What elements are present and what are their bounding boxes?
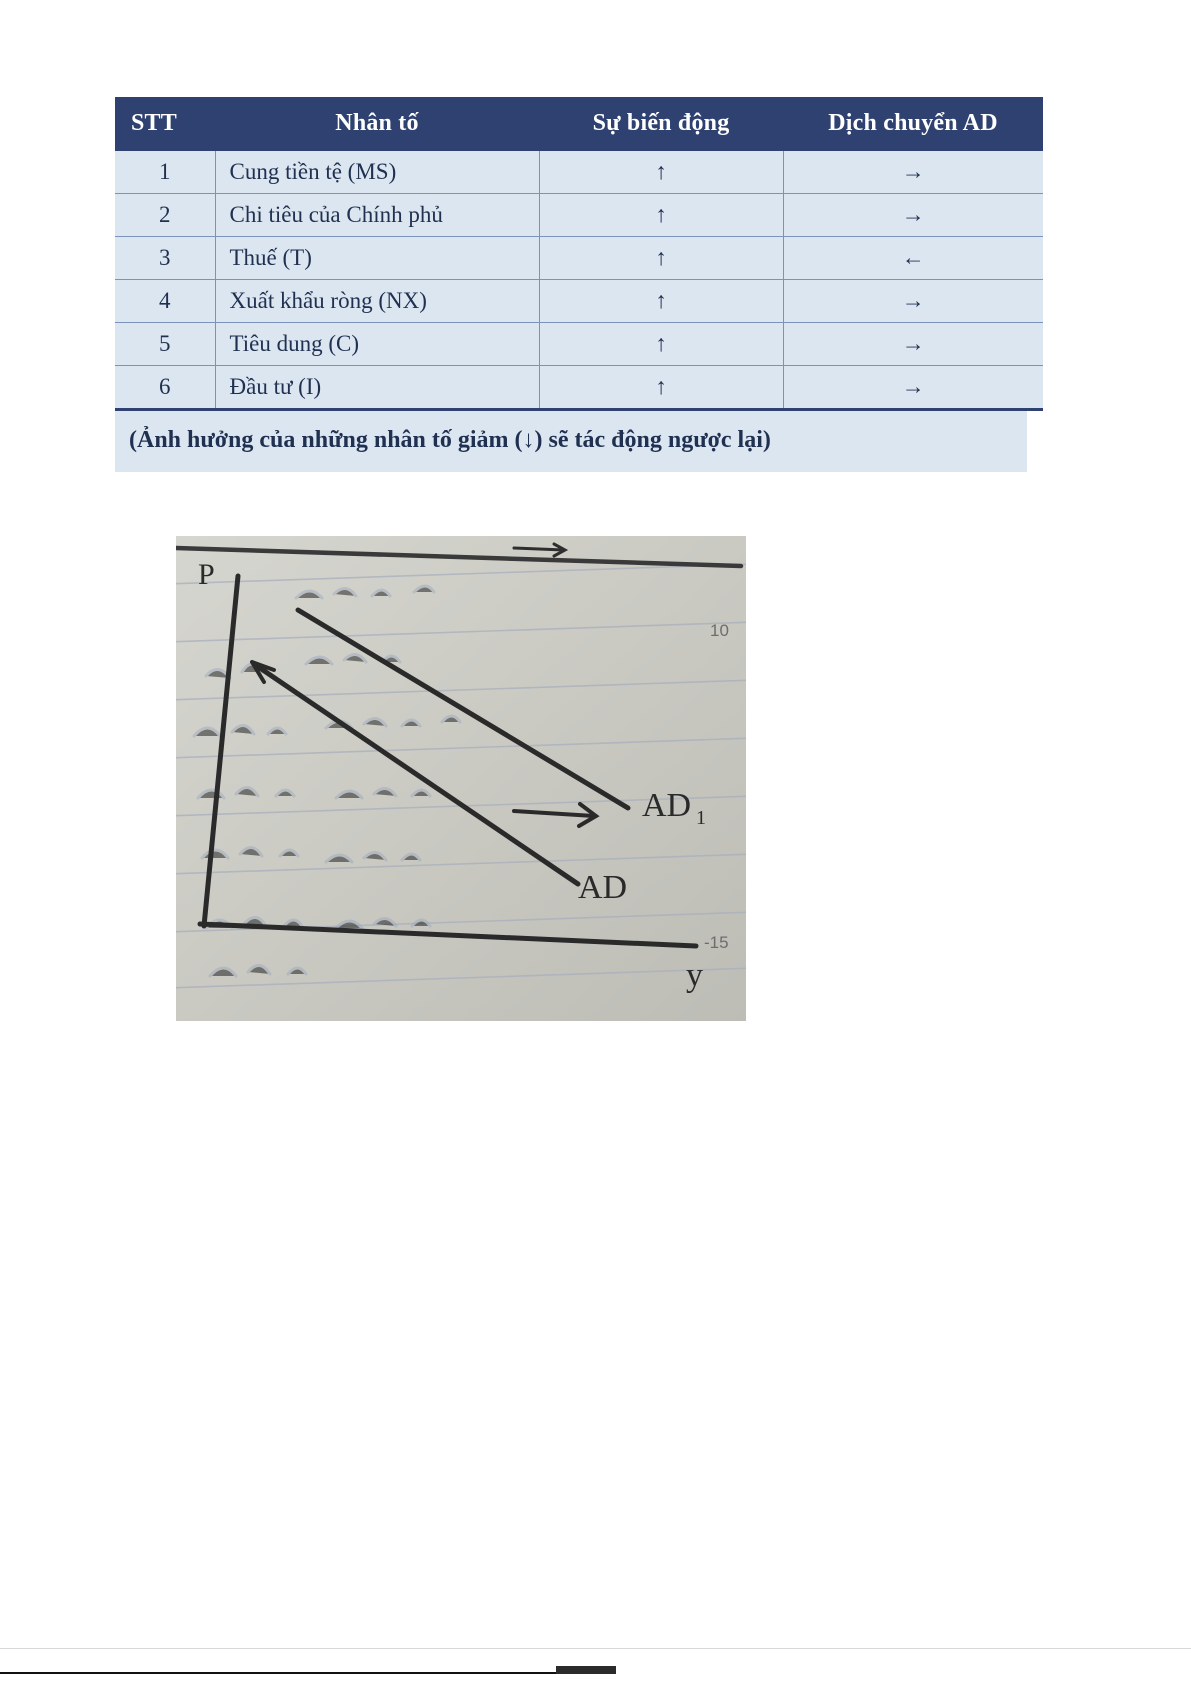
axis-label-p: P [198, 558, 215, 591]
table-body [115, 151, 1043, 410]
column-header-change: Sự biến động [539, 97, 783, 151]
graph-sketch [176, 536, 746, 1021]
cell-shift: → [783, 280, 1043, 323]
cell-factor: Cung tiền tệ (MS) [215, 151, 539, 194]
cell-change: ↑ [539, 237, 783, 280]
curve-label-ad1: AD [642, 787, 692, 824]
curve-label-ad: AD [578, 869, 628, 906]
cell-shift: → [783, 194, 1043, 237]
factors-table [115, 97, 1043, 411]
column-header-factor: Nhân tố [215, 97, 539, 151]
cell-change: ↑ [539, 323, 783, 366]
cell-factor: Xuất khẩu ròng (NX) [215, 280, 539, 323]
margin-number-top: 10 [710, 621, 729, 640]
table-note: (Ảnh hưởng của những nhân tố giảm (↓) sẽ tác động ngược lại) [129, 427, 771, 453]
cell-stt: 2 [115, 194, 215, 237]
table-row [115, 237, 1043, 280]
column-header-stt: STT [115, 97, 215, 151]
cell-change: ↑ [539, 194, 783, 237]
cell-shift: → [783, 151, 1043, 194]
cell-stt: 4 [115, 280, 215, 323]
column-header-shift: Dịch chuyển AD [783, 97, 1043, 151]
margin-number-bottom: -15 [704, 933, 729, 952]
cell-factor: Tiêu dung (C) [215, 323, 539, 366]
cell-factor: Đầu tư (I) [215, 366, 539, 410]
table-header [115, 97, 1043, 151]
cell-shift: ← [783, 237, 1043, 280]
table-row [115, 366, 1043, 410]
table-row [115, 151, 1043, 194]
table-row [115, 280, 1043, 323]
factors-table-block [115, 97, 1027, 472]
cell-shift: → [783, 323, 1043, 366]
cell-change: ↑ [539, 366, 783, 410]
table-header-row [115, 97, 1043, 151]
cell-stt: 5 [115, 323, 215, 366]
footer-divider [0, 1648, 1191, 1649]
cell-stt: 1 [115, 151, 215, 194]
cell-change: ↑ [539, 280, 783, 323]
footer-rule [0, 1672, 560, 1674]
cell-stt: 6 [115, 366, 215, 410]
cell-factor: Chi tiêu của Chính phủ [215, 194, 539, 237]
cell-stt: 3 [115, 237, 215, 280]
axis-label-y: y [686, 957, 703, 994]
cell-shift: → [783, 366, 1043, 410]
handwritten-graph-photo [176, 536, 746, 1021]
cell-change: ↑ [539, 151, 783, 194]
cell-factor: Thuế (T) [215, 237, 539, 280]
footer-mark [556, 1666, 616, 1674]
curve-label-ad1-subscript: 1 [696, 807, 706, 829]
table-row [115, 194, 1043, 237]
table-row [115, 323, 1043, 366]
